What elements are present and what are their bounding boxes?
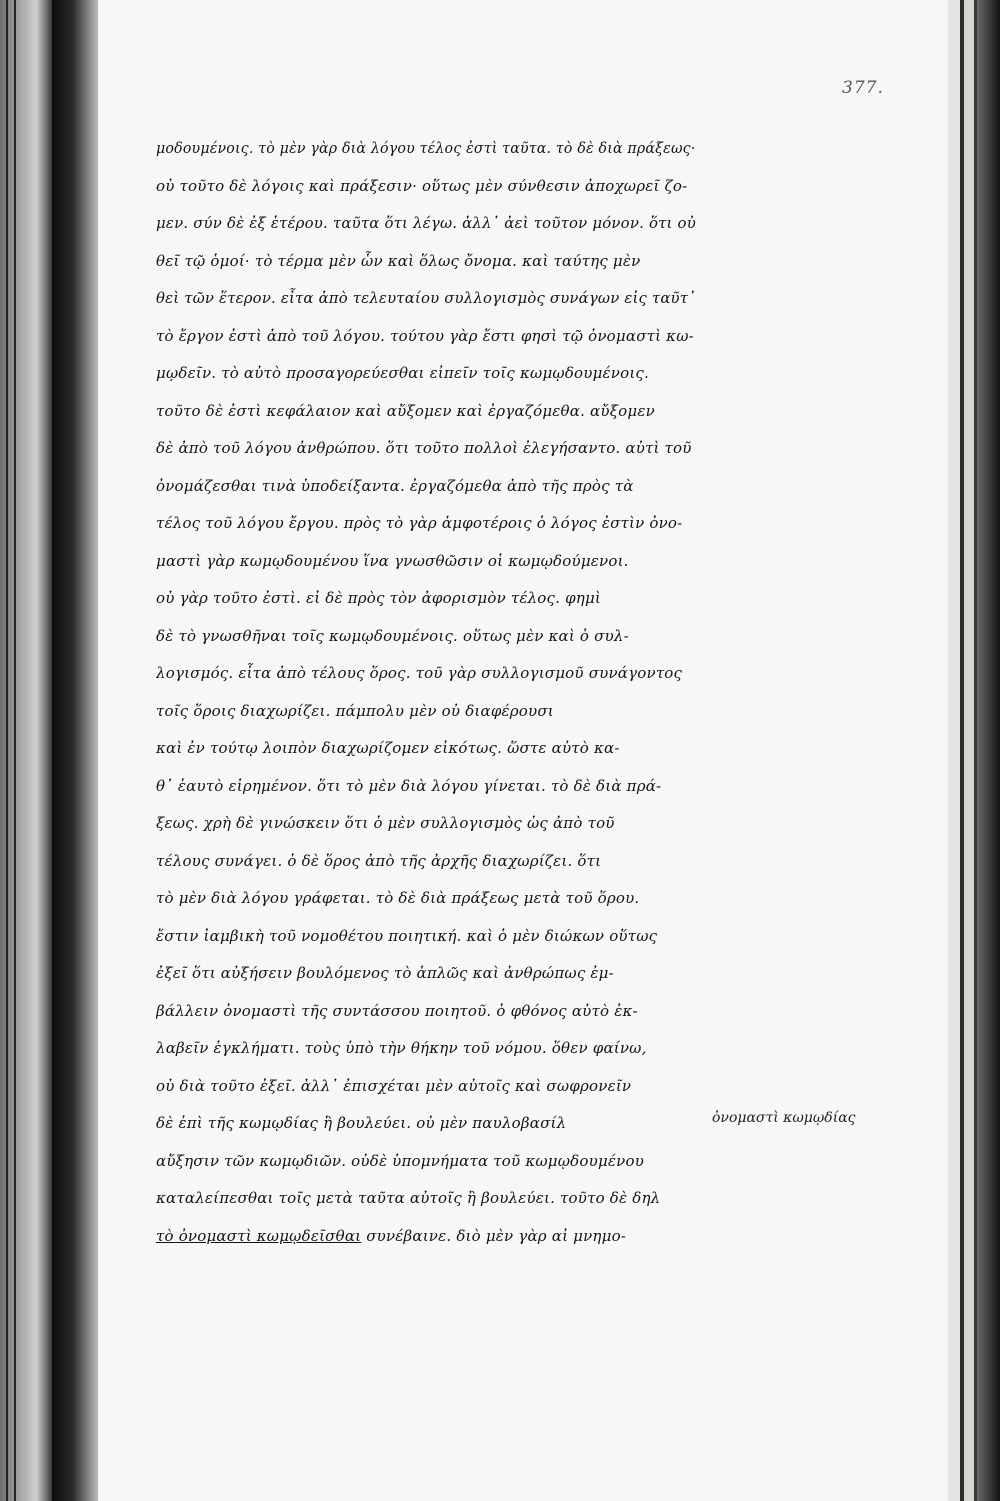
manuscript-line bbox=[156, 505, 696, 543]
manuscript-line bbox=[156, 1143, 696, 1181]
manuscript-line bbox=[156, 1180, 696, 1218]
manuscript-line bbox=[156, 880, 696, 918]
manuscript-line-text: οὐ γὰρ τοῦτο ἐστὶ. εἰ δὲ πρὸς τὸν ἀφορισμὸν τέλος. φημὶ bbox=[156, 589, 601, 607]
manuscript-line bbox=[156, 805, 696, 843]
manuscript-line bbox=[156, 1030, 696, 1068]
manuscript-line-text: τὸ ἔργον ἐστὶ ἀπὸ τοῦ λόγου. τούτου γὰρ ἔστι φησὶ τῷ ὀνομαστὶ κω- bbox=[156, 326, 694, 345]
manuscript-line-text: τέλος τοῦ λόγου ἔργου. πρὸς τὸ γὰρ ἀμφοτέροις ὁ λόγος ἐστὶν ὀνο- bbox=[156, 514, 683, 532]
manuscript-line-text: τὸ ὀνομαστὶ κωμῳδεῖσθαι συνέβαινε. διὸ μὲν γὰρ αἰ μνημο- bbox=[156, 1218, 626, 1256]
manuscript-line bbox=[156, 318, 696, 356]
manuscript-line bbox=[156, 205, 696, 243]
manuscript-line bbox=[156, 543, 696, 581]
page-strip bbox=[6, 0, 8, 1501]
manuscript-line-text: τοῖς ὅροις διαχωρίζει. πάμπολυ μὲν οὐ διαφέρουσι bbox=[156, 701, 554, 720]
page-edge bbox=[977, 0, 1000, 1501]
manuscript-line-text: ξεως. χρὴ δὲ γινώσκειν ὅτι ὁ μὲν συλλογισμὸς ὡς ἀπὸ τοῦ bbox=[156, 814, 615, 832]
manuscript-line bbox=[156, 280, 696, 318]
manuscript-line-text: μεν. σύν δὲ ἐξ ἑτέρου. ταῦτα ὅτι λέγω. ἀλλ᾽ ἀεὶ τοῦτον μόνον. ὅτι οὐ bbox=[156, 214, 696, 232]
manuscript-line-text: τὸ μὲν διὰ λόγου γράφεται. τὸ δὲ διὰ πράξεως μετὰ τοῦ ὅρου. bbox=[156, 889, 640, 907]
manuscript-line bbox=[156, 355, 696, 393]
folio-number: 377. bbox=[842, 78, 884, 98]
page-strip bbox=[14, 0, 16, 1501]
manuscript-line bbox=[156, 730, 696, 768]
manuscript-line-text: αὔξησιν τῶν κωμῳδιῶν. οὐδὲ ὑπομνήματα τοῦ κωμῳδουμένου bbox=[156, 1151, 645, 1170]
manuscript-line-text: δὲ ἀπὸ τοῦ λόγου ἀνθρώπου. ὅτι τοῦτο πολλοὶ ἐλεγήσαντο. αὐτὶ τοῦ bbox=[156, 439, 692, 457]
manuscript-line bbox=[156, 1218, 696, 1256]
manuscript-line bbox=[156, 168, 696, 206]
manuscript-line-text: λαβεῖν ἐγκλήματι. τοὺς ὑπὸ τὴν θήκην τοῦ νόμου. ὅθεν φαίνω, bbox=[156, 1039, 647, 1057]
manuscript-line-text: οὐ διὰ τοῦτο ἐξεῖ. ἀλλ᾽ ἐπισχέται μὲν αὐτοῖς καὶ σωφρονεῖν bbox=[156, 1076, 632, 1095]
book-gutter bbox=[52, 0, 98, 1501]
manuscript-line-text: θ᾽ ἑαυτὸ εἰρημένον. ὅτι τὸ μὲν διὰ λόγου γίνεται. τὸ δὲ διὰ πρά- bbox=[156, 776, 662, 795]
manuscript-line-text: τοῦτο δὲ ἐστὶ κεφάλαιον καὶ αὔξομεν καὶ ἐργαζόμεθα. αὔξομεν bbox=[156, 401, 655, 420]
manuscript-line bbox=[156, 243, 696, 281]
manuscript-line bbox=[156, 655, 696, 693]
manuscript-line bbox=[156, 393, 696, 431]
manuscript-text-block bbox=[156, 130, 696, 1255]
manuscript-line-text: δὲ ἐπὶ τῆς κωμῳδίας ἢ βουλεύει. οὐ μὲν παυλοβασίλ bbox=[156, 1114, 567, 1132]
manuscript-line-text: μῳδεῖν. τὸ αὐτὸ προσαγορεύεσθαι εἰπεῖν τοῖς κωμῳδουμένοις. bbox=[156, 364, 650, 382]
manuscript-line-text: τέλους συνάγει. ὁ δὲ ὅρος ἀπὸ τῆς ἀρχῆς διαχωρίζει. ὅτι bbox=[156, 851, 602, 870]
manuscript-line bbox=[156, 693, 696, 731]
manuscript-line-text: βάλλειν ὀνομαστὶ τῆς συντάσσου ποιητοῦ. ὁ φθόνος αὐτὸ ἐκ- bbox=[156, 1001, 638, 1020]
manuscript-line bbox=[156, 843, 696, 881]
left-facing-page-edge bbox=[0, 0, 52, 1501]
manuscript-line-text: καταλείπεσθαι τοῖς μετὰ ταῦτα αὐτοῖς ἢ βουλεύει. τοῦτο δὲ δηλ bbox=[156, 1189, 661, 1207]
manuscript-line bbox=[156, 130, 696, 168]
manuscript-line-text: μοδουμένοις. τὸ μὲν γὰρ διὰ λόγου τέλος ἐστὶ ταῦτα. τὸ δὲ διὰ πράξεως· bbox=[156, 139, 696, 157]
manuscript-line-text: ἐξεῖ ὅτι αὐξήσειν βουλόμενος τὸ ἁπλῶς καὶ ἀνθρώπως ἐμ- bbox=[156, 964, 614, 982]
manuscript-line bbox=[156, 993, 696, 1031]
page-edge bbox=[948, 0, 960, 1501]
manuscript-line-text: θεὶ τῶν ἕτερον. εἶτα ἀπὸ τελευταίου συλλογισμὸς συνάγων εἰς ταῦτ᾽ bbox=[156, 289, 696, 307]
manuscript-line-text: ἔστιν ἰαμβικὴ τοῦ νομοθέτου ποιητική. καὶ ὁ μὲν διώκων οὕτως bbox=[156, 926, 658, 945]
manuscript-line-text: θεῖ τῷ ὁμοί· τὸ τέρμα μὲν ὧν καὶ ὅλως ὄνομα. καὶ ταύτης μὲν bbox=[156, 251, 641, 270]
manuscript-line bbox=[156, 580, 696, 618]
manuscript-line bbox=[156, 955, 696, 993]
manuscript-line bbox=[156, 1105, 696, 1143]
manuscript-line-text: μαστὶ γὰρ κωμῳδουμένου ἵνα γνωσθῶσιν οἱ κωμῳδούμενοι. bbox=[156, 551, 629, 570]
manuscript-line-text: ὀνομάζεσθαι τινὰ ὑποδείξαντα. ἐργαζόμεθα ἀπὸ τῆς πρὸς τὰ bbox=[156, 476, 634, 495]
manuscript-line-text: οὐ τοῦτο δὲ λόγοις καὶ πράξεσιν· οὕτως μὲν σύνθεσιν ἀποχωρεῖ ζο- bbox=[156, 176, 688, 195]
manuscript-line bbox=[156, 618, 696, 656]
manuscript-line bbox=[156, 1068, 696, 1106]
manuscript-line-text: λογισμός. εἶτα ἀπὸ τέλους ὅρος. τοῦ γὰρ συλλογισμοῦ συνάγοντος bbox=[156, 664, 683, 682]
underlined-phrase: τὸ ὀνομαστὶ κωμῳδεῖσθαι bbox=[156, 1226, 362, 1245]
manuscript-line bbox=[156, 430, 696, 468]
margin-note: ὀνομαστὶ κωμῳδίας bbox=[712, 1110, 856, 1126]
manuscript-line-text: καὶ ἐν τούτῳ λοιπὸν διαχωρίζομεν εἰκότως. ὥστε αὐτὸ κα- bbox=[156, 739, 620, 757]
manuscript-line bbox=[156, 468, 696, 506]
page-edge bbox=[964, 0, 974, 1501]
manuscript-line-text: δὲ τὸ γνωσθῆναι τοῖς κωμῳδουμένοις. οὕτως μὲν καὶ ὁ συλ- bbox=[156, 626, 629, 645]
manuscript-line bbox=[156, 768, 696, 806]
manuscript-line bbox=[156, 918, 696, 956]
